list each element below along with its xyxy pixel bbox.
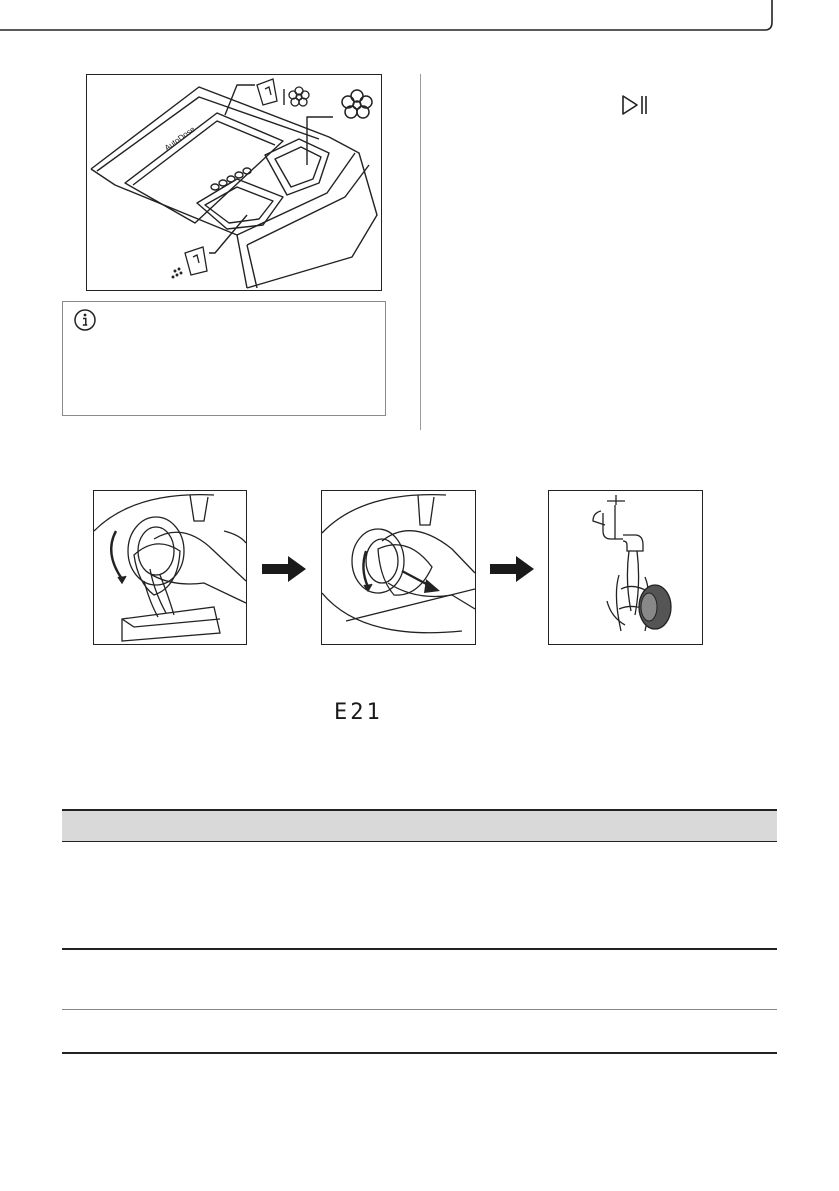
softener-icon — [289, 87, 309, 106]
prewash-icon — [172, 247, 207, 278]
column-divider — [420, 74, 421, 430]
table-row-divider — [62, 1009, 777, 1010]
filter-step-rinse-figure — [548, 490, 703, 645]
info-icon — [73, 308, 97, 332]
detergent-icon — [257, 79, 277, 105]
error-code-display: E21 — [334, 700, 383, 725]
table-header — [62, 809, 777, 842]
table-bottom-border — [62, 1052, 777, 1054]
table-row-divider — [62, 948, 777, 950]
filter-step-unscrew-figure — [93, 490, 247, 645]
filter-step-pull-out-figure — [321, 490, 476, 645]
info-note — [62, 301, 386, 416]
start-pause-icon — [621, 94, 651, 116]
dispenser-drawer-figure — [86, 74, 382, 291]
arrow-right-icon — [262, 554, 306, 584]
autodose-text: AutoDose — [162, 124, 197, 153]
arrow-right-icon — [490, 554, 534, 584]
softener-large-icon — [342, 90, 372, 118]
corner-line — [0, 0, 839, 40]
